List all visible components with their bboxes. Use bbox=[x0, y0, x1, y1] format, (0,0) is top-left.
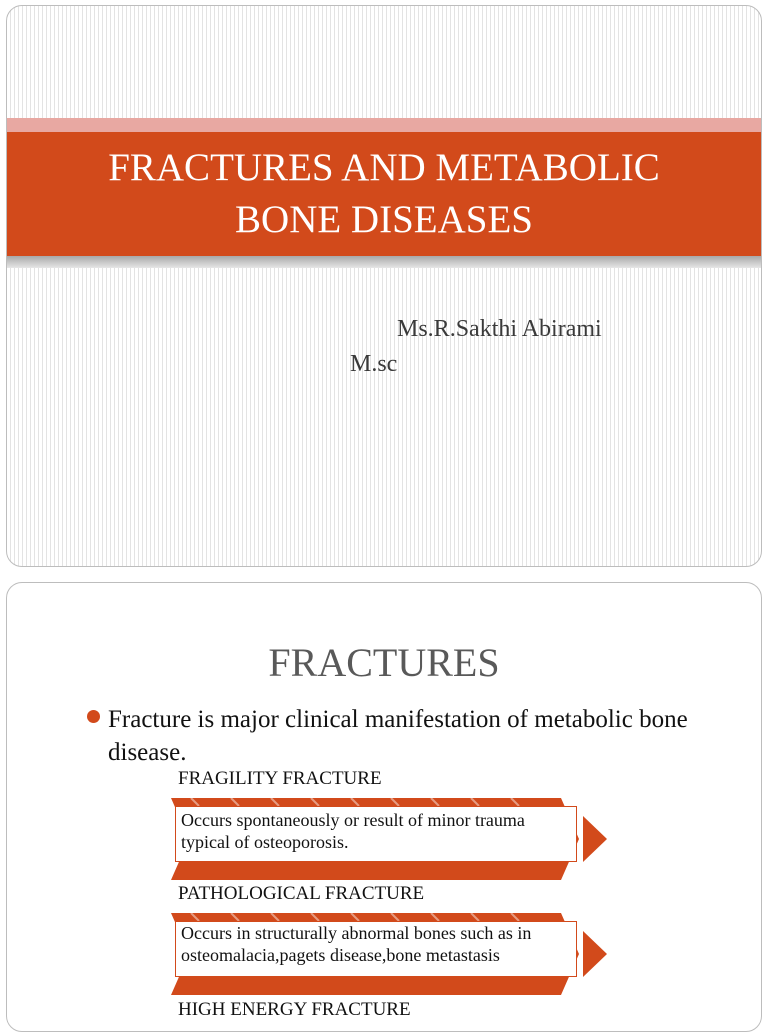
author-name: Ms.R.Sakthi Abirami bbox=[397, 316, 602, 342]
fracture-type-description: Occurs in structurally abnormal bones such as in osteomalacia,pagets disease,bone metastasis bbox=[175, 921, 577, 977]
fracture-type-row bbox=[171, 798, 611, 880]
fracture-type-label: PATHOLOGICAL FRACTURE bbox=[178, 883, 425, 904]
title-band bbox=[7, 132, 761, 256]
fracture-type-label: HIGH ENERGY FRACTURE bbox=[178, 999, 411, 1020]
author-degree: M.sc bbox=[350, 351, 398, 377]
content-slide bbox=[6, 582, 762, 1032]
fracture-type-description: Occurs spontaneously or result of minor trauma typical of osteoporosis. bbox=[175, 806, 577, 862]
slide-heading: FRACTURES bbox=[268, 640, 500, 685]
fracture-type-row bbox=[171, 913, 611, 995]
bullet-text: Fracture is major clinical manifestation of metabolic bone disease. bbox=[108, 706, 688, 766]
title-slide bbox=[6, 5, 762, 567]
fracture-type-label: FRAGILITY FRACTURE bbox=[178, 768, 382, 789]
slide-title-line1: FRACTURES AND METABOLIC bbox=[108, 146, 660, 189]
slide-title-line2: BONE DISEASES bbox=[235, 198, 533, 241]
bullet-icon bbox=[87, 710, 100, 723]
slide-title bbox=[108, 142, 660, 246]
title-band-shadow bbox=[7, 256, 761, 268]
title-band-accent bbox=[7, 118, 761, 132]
